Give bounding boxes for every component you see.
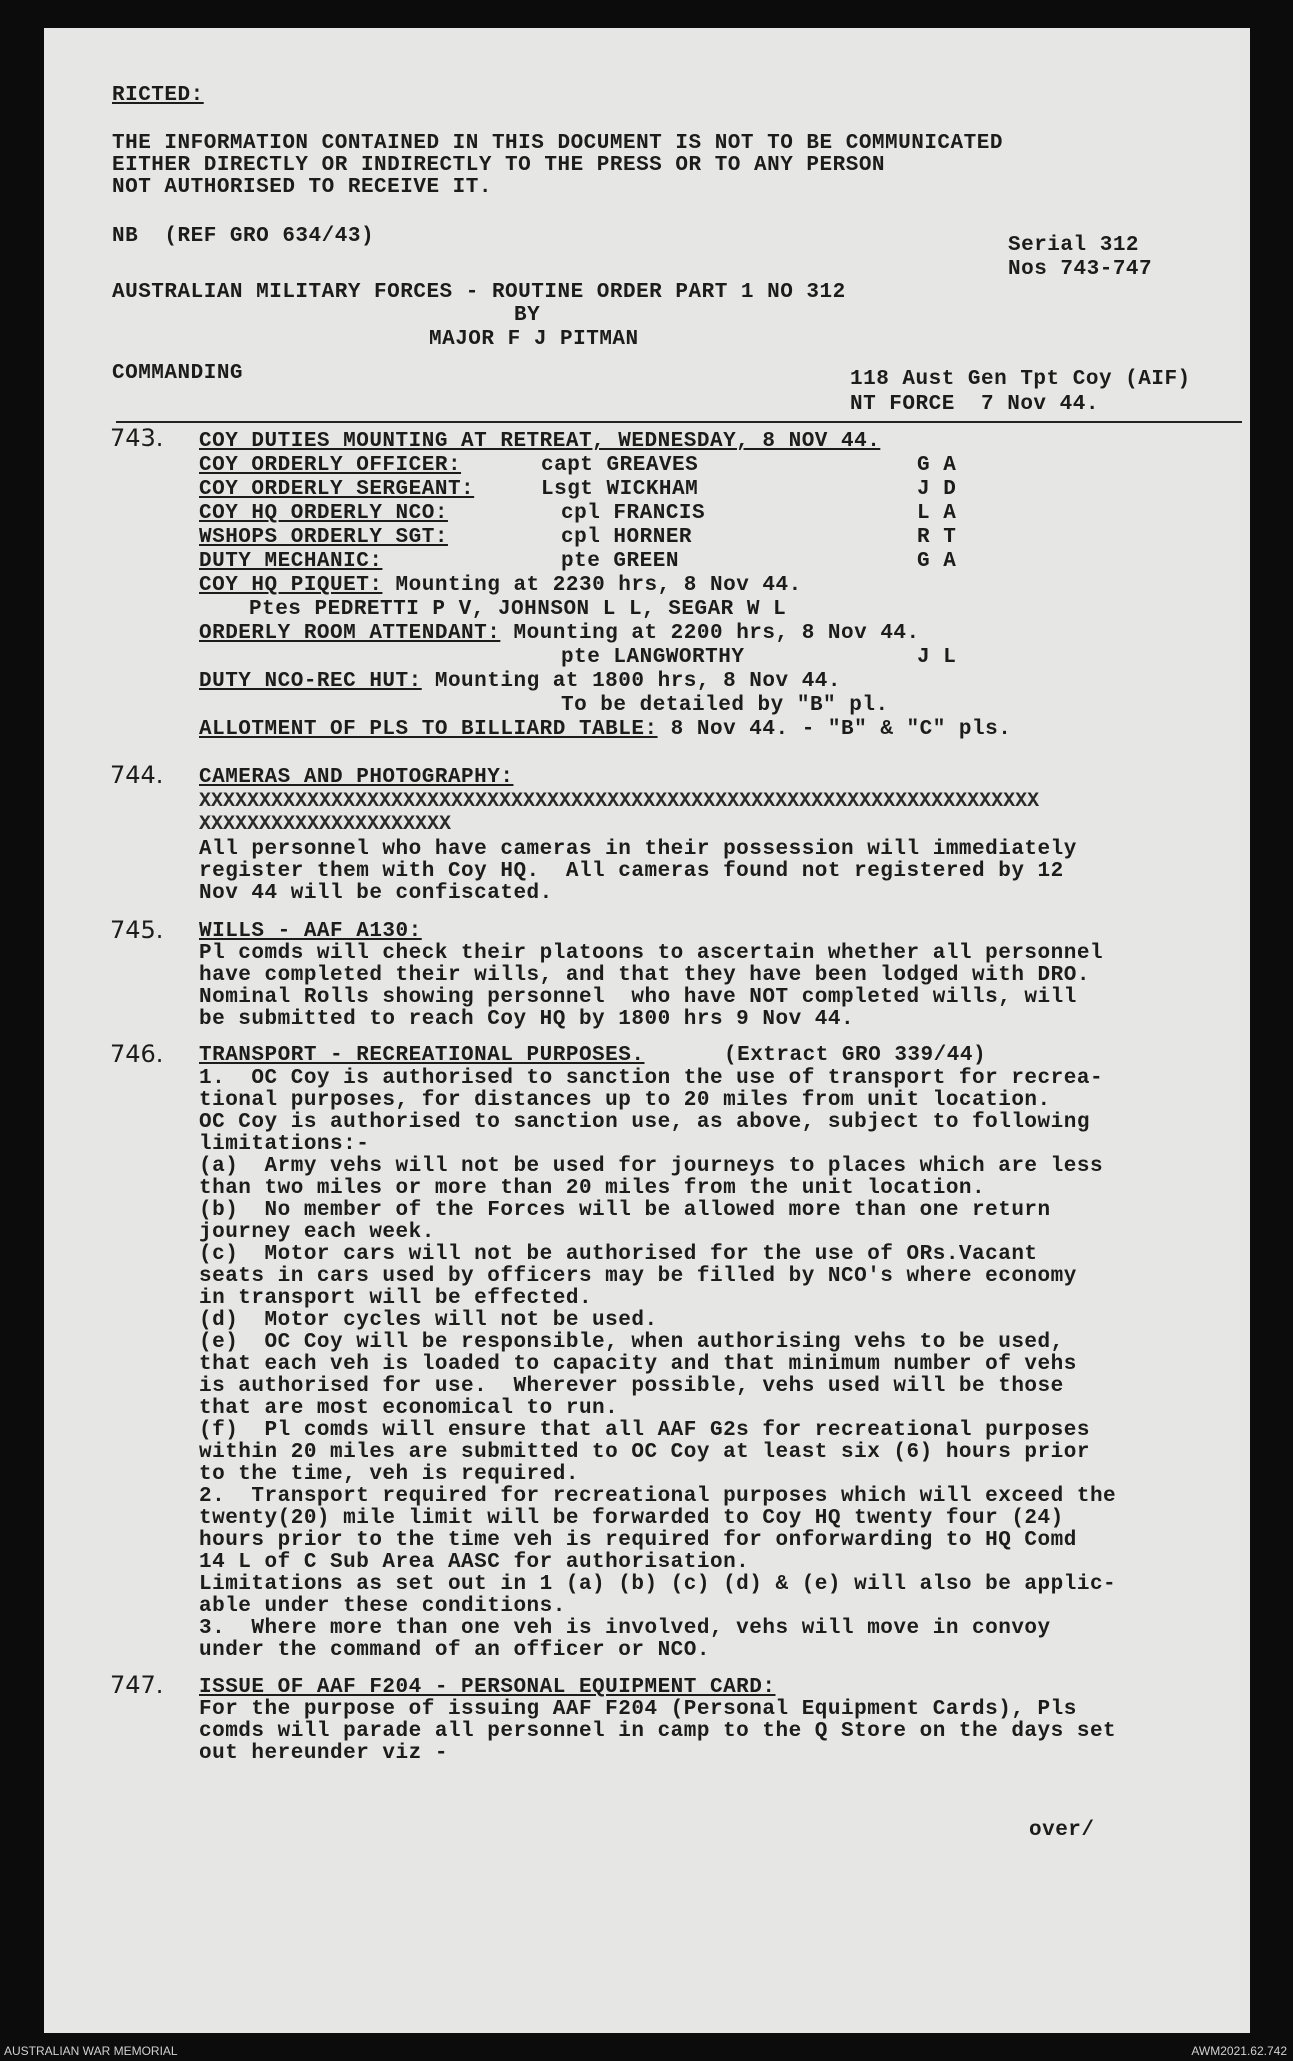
by-line: BY bbox=[514, 304, 541, 327]
header-divider bbox=[116, 421, 1242, 423]
duty-detail: Mounting at 2200 hrs, 8 Nov 44. bbox=[500, 622, 920, 645]
serial-number: Serial 312 bbox=[1008, 234, 1140, 257]
section-heading: TRANSPORT - RECREATIONAL PURPOSES. bbox=[199, 1044, 645, 1067]
duty-role: DUTY NCO-REC HUT: bbox=[199, 670, 422, 693]
body-line: Nov 44 will be confiscated. bbox=[199, 882, 553, 905]
body-line: (d) Motor cycles will not be used. bbox=[199, 1309, 658, 1332]
body-line: Pl comds will check their platoons to ascertain whether all personnel bbox=[199, 942, 1104, 965]
duty-name: capt GREAVES bbox=[541, 454, 699, 477]
duty-detail: 8 Nov 44. - "B" & "C" pls. bbox=[657, 718, 1012, 741]
document-title: AUSTRALIAN MILITARY FORCES - ROUTINE ORDER PART 1 NO 312 bbox=[112, 281, 846, 304]
duty-role: WSHOPS ORDERLY SGT: bbox=[199, 526, 448, 549]
struck-out-line: XXXXXXXXXXXXXXXXXXXXX bbox=[199, 813, 452, 836]
archive-credit: AUSTRALIAN WAR MEMORIAL bbox=[4, 2044, 178, 2058]
body-line: is authorised for use. Wherever possible, vehs used will be those bbox=[199, 1375, 1064, 1398]
duty-line bbox=[199, 718, 1011, 742]
order-numbers: Nos 743-747 bbox=[1008, 258, 1153, 281]
duty-initials: R T bbox=[917, 526, 957, 549]
archive-reference: AWM2021.62.742 bbox=[1191, 2044, 1287, 2058]
body-line: (a) Army vehs will not be used for journeys to places which are less bbox=[199, 1155, 1104, 1178]
body-line: 14 L of C Sub Area AASC for authorisation. bbox=[199, 1551, 750, 1574]
body-line: 3. Where more than one veh is involved, vehs will move in convoy bbox=[199, 1617, 1051, 1640]
body-line: All personnel who have cameras in their possession will immediately bbox=[199, 838, 1077, 861]
duty-role: ALLOTMENT OF PLS TO BILLIARD TABLE: bbox=[199, 718, 658, 741]
duty-initials: L A bbox=[917, 502, 957, 525]
section-heading: CAMERAS AND PHOTOGRAPHY: bbox=[199, 766, 514, 789]
commanding-officer: MAJOR F J PITMAN bbox=[429, 328, 639, 351]
duty-initials: J L bbox=[917, 646, 957, 669]
security-notice-line: EITHER DIRECTLY OR INDIRECTLY TO THE PRESS OR TO ANY PERSON bbox=[112, 154, 886, 177]
order-number: 745. bbox=[110, 916, 164, 944]
body-line: (f) Pl comds will ensure that all AAF G2s for recreational purposes bbox=[199, 1419, 1090, 1442]
duty-detail: To be detailed by "B" pl. bbox=[561, 694, 889, 717]
body-line: comds will parade all personnel in camp to the Q Store on the days set bbox=[199, 1720, 1117, 1743]
duty-line bbox=[199, 670, 841, 694]
body-line: be submitted to reach Coy HQ by 1800 hrs 9 Nov 44. bbox=[199, 1008, 855, 1031]
body-line: hours prior to the time veh is required for onforwarding to HQ Comd bbox=[199, 1529, 1077, 1552]
duty-name: pte LANGWORTHY bbox=[561, 646, 745, 669]
duty-name: cpl FRANCIS bbox=[561, 502, 706, 525]
body-line: within 20 miles are submitted to OC Coy at least six (6) hours prior bbox=[199, 1441, 1090, 1464]
body-line: have completed their wills, and that they have been lodged with DRO. bbox=[199, 964, 1090, 987]
duty-role: COY ORDERLY OFFICER: bbox=[199, 454, 462, 477]
body-line: Limitations as set out in 1 (a) (b) (c) (d) & (e) will also be applic- bbox=[199, 1573, 1117, 1596]
continued-marker: over/ bbox=[1029, 1819, 1095, 1842]
duty-role: COY HQ PIQUET: bbox=[199, 574, 383, 597]
body-line: Nominal Rolls showing personnel who have NOT completed wills, will bbox=[199, 986, 1077, 1009]
duty-detail: Mounting at 1800 hrs, 8 Nov 44. bbox=[421, 670, 842, 693]
body-line: journey each week. bbox=[199, 1221, 435, 1244]
section-heading: WILLS - AAF A130: bbox=[199, 920, 422, 943]
body-line: (c) Motor cars will not be authorised for the use of ORs.Vacant bbox=[199, 1243, 1038, 1266]
body-line: to the time, veh is required. bbox=[199, 1463, 579, 1486]
body-line: OC Coy is authorised to sanction use, as above, subject to following bbox=[199, 1111, 1090, 1134]
reference-line: NB (REF GRO 634/43) bbox=[112, 225, 375, 248]
duty-line bbox=[199, 574, 802, 598]
duty-name: pte GREEN bbox=[561, 550, 679, 573]
order-number: 744. bbox=[110, 761, 164, 789]
body-line: under the command of an officer or NCO. bbox=[199, 1639, 710, 1662]
body-line: that each veh is loaded to capacity and that minimum number of vehs bbox=[199, 1353, 1077, 1376]
body-line: (b) No member of the Forces will be allowed more than one return bbox=[199, 1199, 1051, 1222]
body-line: For the purpose of issuing AAF F204 (Personal Equipment Cards), Pls bbox=[199, 1698, 1077, 1721]
body-line: limitations:- bbox=[199, 1133, 370, 1156]
commanding-label: COMMANDING bbox=[112, 362, 244, 385]
duty-line bbox=[199, 622, 920, 646]
body-line: tional purposes, for distances up to 20 miles from unit location. bbox=[199, 1089, 1051, 1112]
classification-mark: RICTED: bbox=[112, 84, 204, 107]
body-line: in transport will be effected. bbox=[199, 1287, 593, 1310]
body-line: (e) OC Coy will be responsible, when authorising vehs to be used, bbox=[199, 1331, 1064, 1354]
section-heading: ISSUE OF AAF F204 - PERSONAL EQUIPMENT CARD: bbox=[199, 1676, 776, 1699]
order-number: 743. bbox=[110, 424, 164, 452]
duty-role: DUTY MECHANIC: bbox=[199, 550, 383, 573]
body-line: out hereunder viz - bbox=[199, 1742, 448, 1765]
body-line: that are most economical to run. bbox=[199, 1397, 619, 1420]
body-line: 1. OC Coy is authorised to sanction the use of transport for recrea- bbox=[199, 1067, 1104, 1090]
body-line: than two miles or more than 20 miles from the unit location. bbox=[199, 1177, 986, 1200]
duty-role: COY HQ ORDERLY NCO: bbox=[199, 502, 448, 525]
body-line: able under these conditions. bbox=[199, 1595, 566, 1618]
unit-name: 118 Aust Gen Tpt Coy (AIF) bbox=[850, 368, 1191, 391]
duty-name: cpl HORNER bbox=[561, 526, 693, 549]
body-line: twenty(20) mile limit will be forwarded to Coy HQ twenty four (24) bbox=[199, 1507, 1064, 1530]
duty-initials: J D bbox=[917, 478, 957, 501]
force-date: NT FORCE 7 Nov 44. bbox=[850, 393, 1099, 416]
section-heading: COY DUTIES MOUNTING AT RETREAT, WEDNESDAY, 8 NOV 44. bbox=[199, 430, 881, 453]
duty-role: COY ORDERLY SERGEANT: bbox=[199, 478, 475, 501]
security-notice-line: THE INFORMATION CONTAINED IN THIS DOCUMENT IS NOT TO BE COMMUNICATED bbox=[112, 132, 1003, 155]
duty-initials: G A bbox=[917, 454, 957, 477]
duty-initials: G A bbox=[917, 550, 957, 573]
order-number: 746. bbox=[110, 1040, 164, 1068]
duty-detail: Mounting at 2230 hrs, 8 Nov 44. bbox=[382, 574, 802, 597]
order-number: 747. bbox=[110, 1671, 164, 1699]
document-page bbox=[44, 28, 1250, 2033]
security-notice-line: NOT AUTHORISED TO RECEIVE IT. bbox=[112, 176, 492, 199]
body-line: 2. Transport required for recreational purposes which will exceed the bbox=[199, 1485, 1117, 1508]
extract-reference: (Extract GRO 339/44) bbox=[724, 1044, 987, 1067]
duty-name: Lsgt WICKHAM bbox=[541, 478, 699, 501]
piquet-names: Ptes PEDRETTI P V, JOHNSON L L, SEGAR W L bbox=[249, 598, 787, 621]
body-line: seats in cars used by officers may be filled by NCO's where economy bbox=[199, 1265, 1077, 1288]
struck-out-line: XXXXXXXXXXXXXXXXXXXXXXXXXXXXXXXXXXXXXXXXXXXXXXXXXXXXXXXXXXXXXXXXXXXXXX bbox=[199, 790, 1040, 813]
body-line: register them with Coy HQ. All cameras found not registered by 12 bbox=[199, 860, 1064, 883]
duty-role: ORDERLY ROOM ATTENDANT: bbox=[199, 622, 501, 645]
